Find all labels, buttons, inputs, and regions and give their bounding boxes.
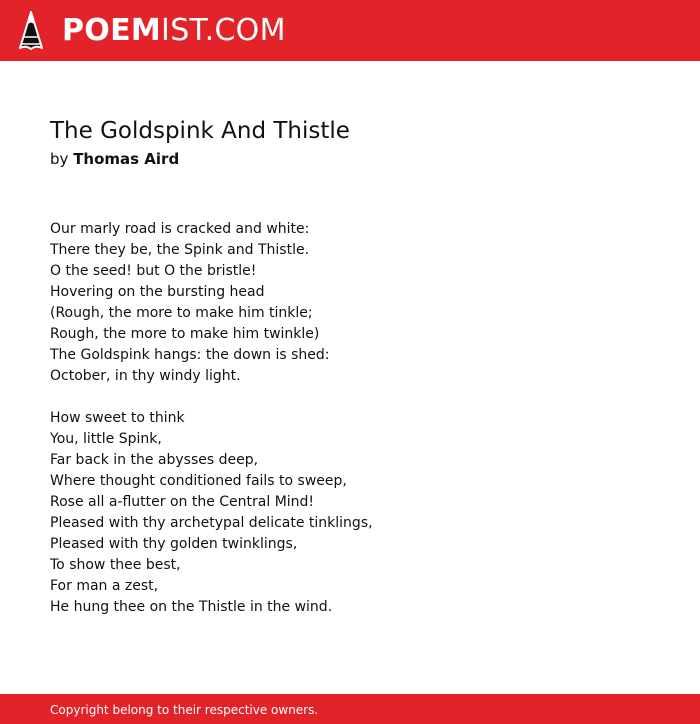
author-name[interactable]: Thomas Aird bbox=[73, 150, 180, 168]
stanza-1 bbox=[50, 219, 660, 387]
poem-line: Pleased with thy golden twinklings, bbox=[50, 536, 298, 552]
brand-light: IST.COM bbox=[161, 13, 286, 48]
poem-line: The Goldspink hangs: the down is shed: bbox=[50, 347, 330, 363]
poem-line: Pleased with thy archetypal delicate tinklings, bbox=[50, 515, 373, 531]
poem-line: Hovering on the bursting head bbox=[50, 284, 265, 300]
poem-title: The Goldspink And Thistle bbox=[50, 118, 350, 144]
poem-line: Where thought conditioned fails to sweep, bbox=[50, 473, 347, 489]
copyright-notice: Copyright belong to their respective owners. bbox=[50, 703, 319, 717]
pencil-tip-icon bbox=[18, 10, 44, 52]
poem-line: Rough, the more to make him twinkle) bbox=[50, 326, 320, 342]
poem-line: To show thee best, bbox=[50, 557, 181, 573]
site-footer bbox=[0, 694, 700, 724]
poemist-home-link[interactable] bbox=[18, 9, 286, 53]
poem-line: Rose all a-flutter on the Central Mind! bbox=[50, 494, 315, 510]
stanza-2 bbox=[50, 408, 660, 618]
poem-line: You, little Spink, bbox=[50, 431, 162, 447]
poem-line: Our marly road is cracked and white: bbox=[50, 221, 310, 237]
poem-line: For man a zest, bbox=[50, 578, 159, 594]
poem-line: Far back in the abysses deep, bbox=[50, 452, 259, 468]
poem-line: O the seed! but O the bristle! bbox=[50, 263, 257, 279]
site-header bbox=[0, 0, 700, 61]
author-line bbox=[50, 149, 660, 169]
poem-line: He hung thee on the Thistle in the wind. bbox=[50, 599, 333, 615]
poem-line: There they be, the Spink and Thistle. bbox=[50, 242, 310, 258]
poem-text bbox=[50, 219, 660, 618]
poem-line: How sweet to think bbox=[50, 410, 185, 426]
by-label: by bbox=[50, 150, 69, 168]
poem-content bbox=[50, 116, 660, 639]
brand-wordmark bbox=[62, 13, 286, 48]
brand-strong: POEM bbox=[62, 13, 162, 48]
poem-line: October, in thy windy light. bbox=[50, 368, 241, 384]
poem-line: (Rough, the more to make him tinkle; bbox=[50, 305, 313, 321]
